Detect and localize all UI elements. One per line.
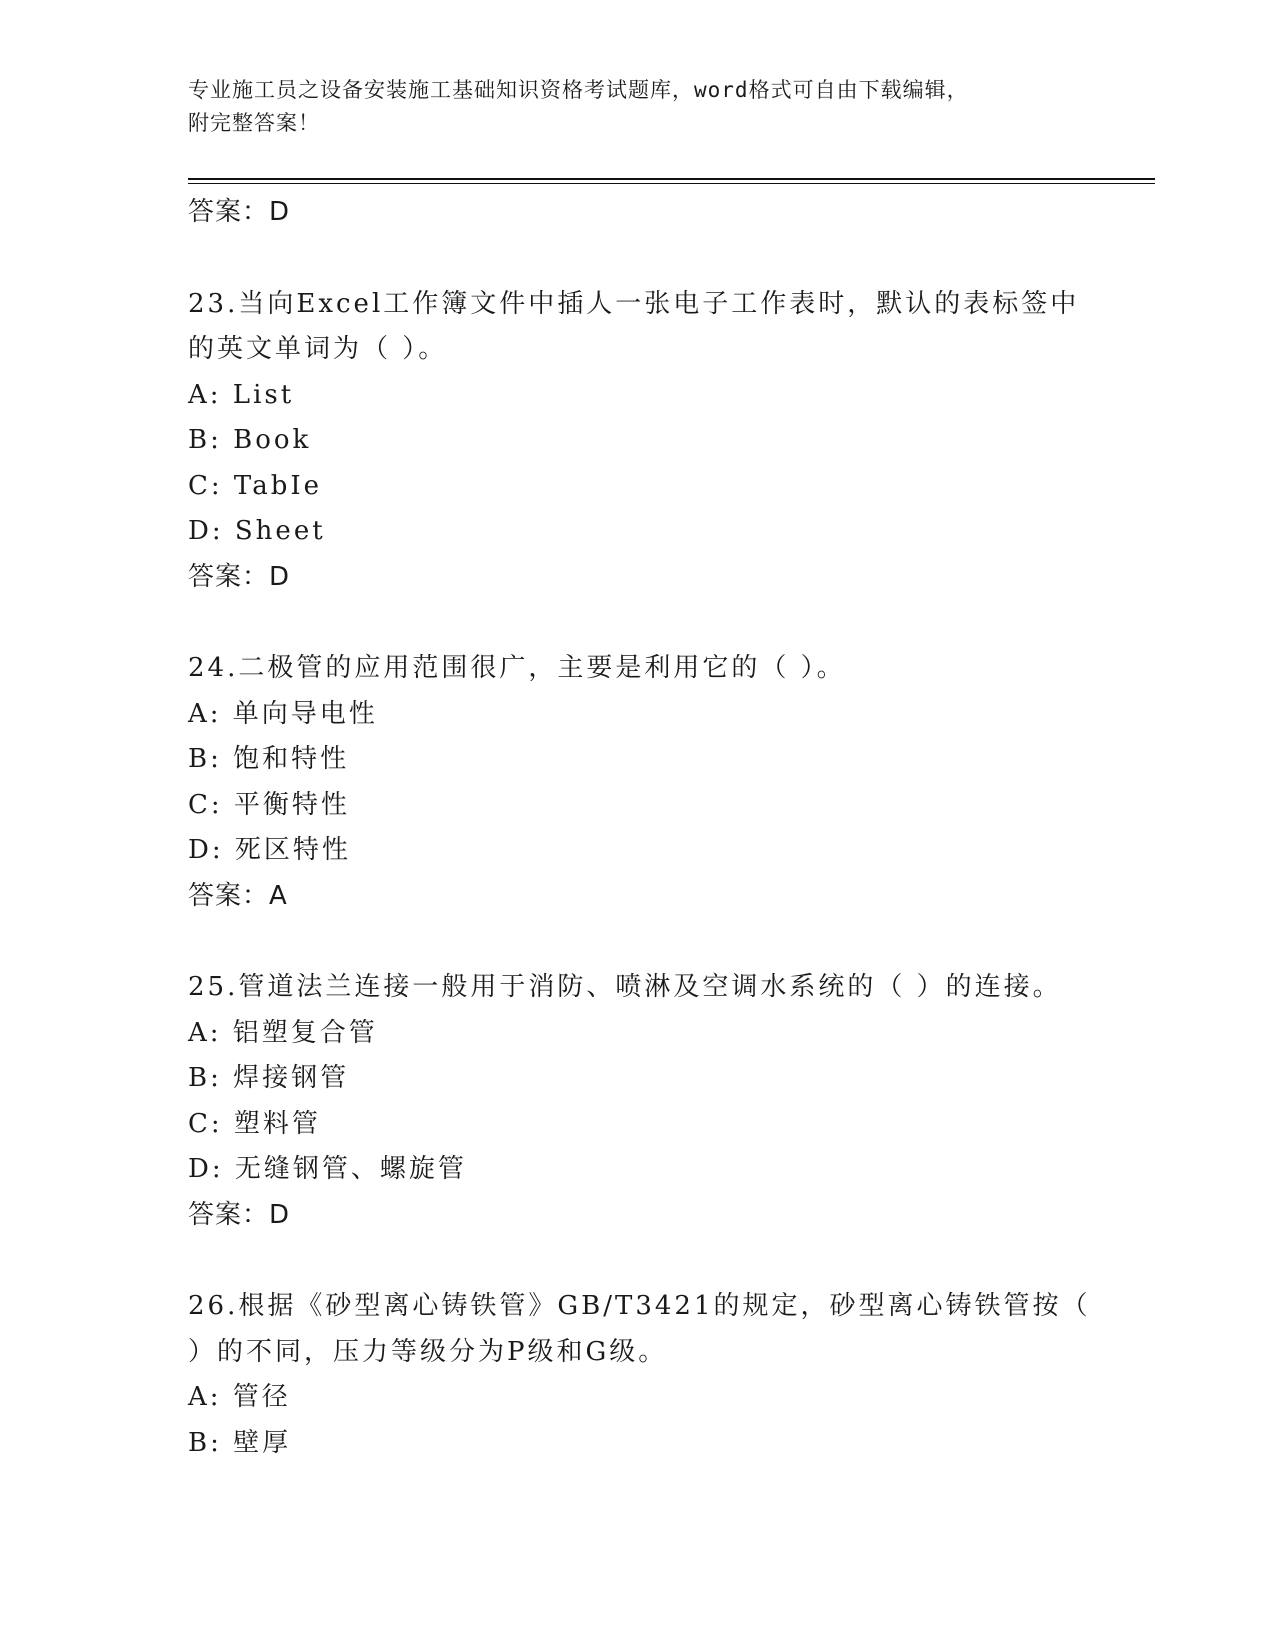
option-d: D: Sheet	[188, 516, 326, 546]
header-divider-thick	[188, 178, 1155, 180]
answer-line: 答案：A	[188, 880, 288, 911]
header-line-1: 专业施工员之设备安装施工基础知识资格考试题库，word格式可自由下载编辑，	[188, 78, 969, 102]
question-26	[188, 1284, 1091, 1466]
option-a: A: 铝塑复合管	[188, 1017, 378, 1048]
answer-line: 答案：D	[188, 561, 291, 592]
question-stem: 23.当向Excel工作簿文件中插人一张电子工作表时，默认的表标签中	[188, 288, 1080, 319]
option-a: A: 管径	[188, 1382, 291, 1412]
option-d: D: 死区特性	[188, 835, 351, 865]
document-header	[188, 74, 1068, 140]
question-stem: 的英文单词为（ ）。	[188, 334, 448, 364]
option-c: C: 塑料管	[188, 1108, 321, 1139]
answer-line: 答案：D	[188, 197, 291, 227]
question-list	[188, 190, 1091, 1466]
question-stem: 26.根据《砂型离心铸铁管》GB/T3421的规定，砂型离心铸铁管按（	[188, 1291, 1091, 1321]
question-25	[188, 965, 1088, 1238]
header-divider-thin	[188, 183, 1155, 184]
question-24	[188, 646, 1088, 919]
option-a: A: 单向导电性	[188, 698, 378, 729]
option-c: C: TabIe	[188, 470, 323, 501]
question-23	[188, 282, 1088, 601]
option-b: B: Book	[188, 425, 312, 455]
question-stem: 24.二极管的应用范围很广，主要是利用它的（ ）。	[188, 653, 846, 683]
option-c: C: 平衡特性	[188, 789, 350, 820]
answer-line: 答案：D	[188, 1199, 291, 1230]
option-b: B: 壁厚	[188, 1427, 292, 1458]
option-b: B: 焊接钢管	[188, 1063, 350, 1093]
question-stem: ）的不同，压力等级分为P级和G级。	[188, 1336, 668, 1367]
option-b: B: 饱和特性	[188, 744, 350, 774]
option-a: A: List	[188, 379, 295, 410]
option-d: D: 无缝钢管、螺旋管	[188, 1154, 467, 1184]
question-stem: 25.管道法兰连接一般用于消防、喷淋及空调水系统的（ ）的连接。	[188, 972, 1062, 1002]
header-line-2: 附完整答案！	[188, 111, 320, 135]
